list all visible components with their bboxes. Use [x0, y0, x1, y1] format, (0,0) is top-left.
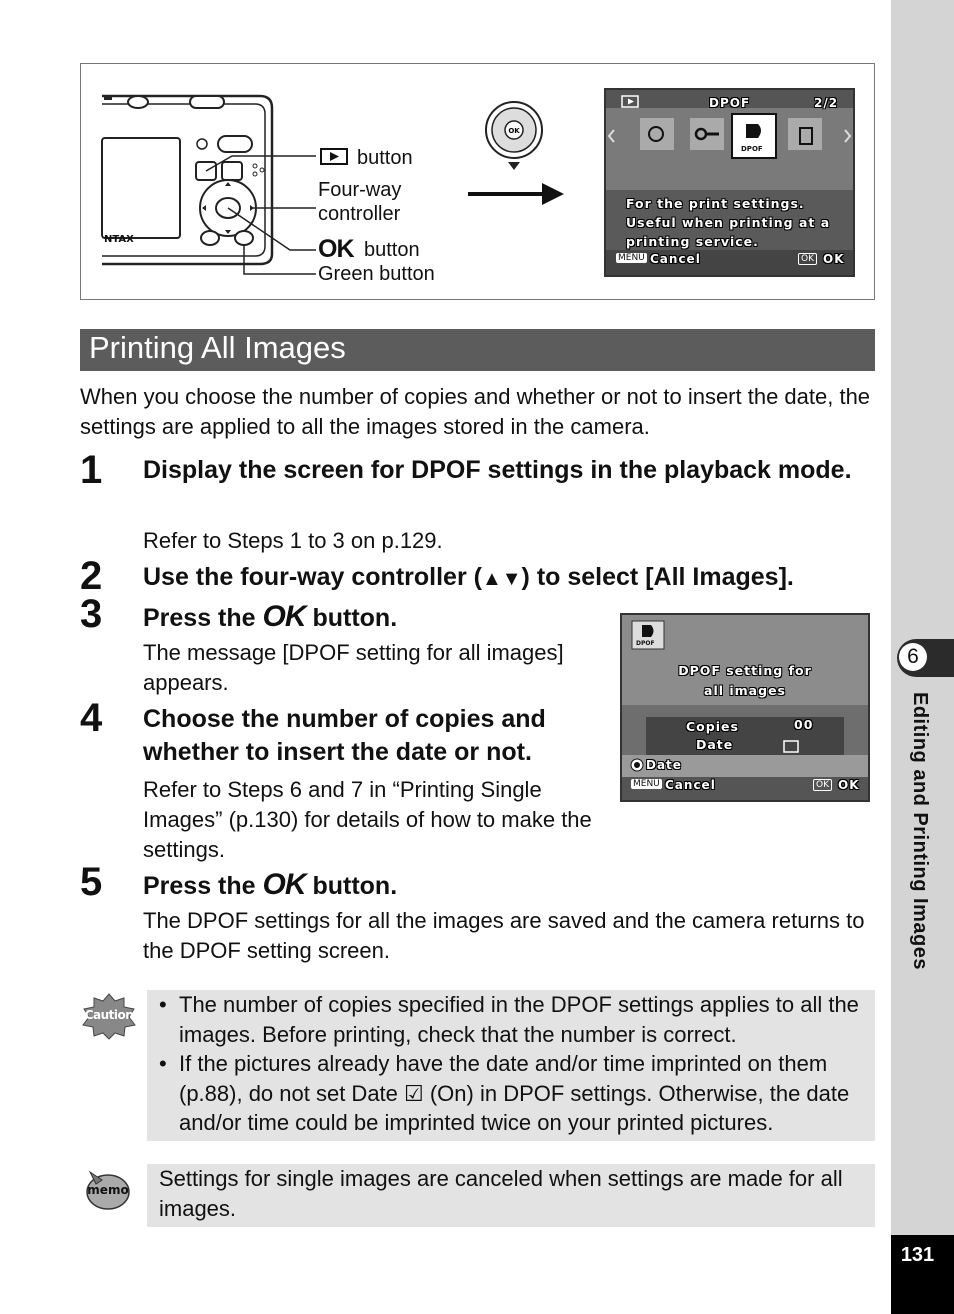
ok-icon: OK [262, 600, 306, 633]
step-1-number: 1 [80, 448, 103, 492]
green-button-label: Green button [318, 263, 435, 285]
lcd2-message: DPOF setting for all images [678, 663, 812, 698]
lcd2-ok-key: OK [813, 779, 832, 791]
lcd1-ok-key: OK [798, 253, 817, 265]
lcd1-icon-caption: DPOF [741, 145, 763, 153]
caution-bullet-1-marker: • [159, 992, 167, 1017]
step-4-description: Refer to Steps 6 and 7 in “Printing Single Images” (p.130) for details of how to make the settings. [143, 777, 592, 862]
svg-text:OK: OK [508, 127, 520, 135]
lcd1-cancel: Cancel [650, 252, 701, 266]
step-4-number: 4 [80, 696, 103, 740]
lcd1-ok: OK [823, 252, 845, 266]
up-down-arrows-icon: ▲▼ [481, 568, 522, 590]
camera-brand: NTAX [104, 234, 134, 245]
chapter-title: Editing and Printing Images [909, 692, 931, 970]
playback-button-label: button [357, 147, 413, 169]
playback-icon [320, 148, 350, 166]
lcd2-copies-value[interactable]: 00 [794, 717, 814, 732]
lcd1-message: For the print settings. Useful when printing at a printing service. [626, 196, 831, 249]
step-1-title: Display the screen for DPOF settings in the playback mode. [143, 456, 852, 484]
caution-bullet-2-marker: • [159, 1051, 167, 1076]
caution-bullet-1: The number of copies specified in the DPOF settings applies to all the images. Before printing, check that the number is correct. [179, 992, 859, 1047]
step-5-description: The DPOF settings for all the images are saved and the camera returns to the DPOF setting screen. [143, 908, 865, 963]
step-2-title: Use the four-way controller (▲▼) to select [All Images]. [143, 563, 794, 591]
ok-glyph: OK [318, 235, 354, 263]
section-title: Printing All Images [89, 330, 346, 365]
four-way-controller-label: Four-way controller [318, 179, 402, 225]
lcd2-cancel: Cancel [665, 778, 716, 792]
lcd2-ok: OK [838, 778, 860, 792]
chapter-number: 6 [899, 643, 927, 671]
lcd2-date-label: Date [696, 737, 734, 752]
memo-text: Settings for single images are canceled when settings are made for all images. [159, 1166, 843, 1221]
step-3-title: Press the OK button. [143, 600, 398, 633]
dpof-screen-1 [604, 88, 855, 277]
ok-button-label: button [364, 239, 420, 261]
step-3-description: The message [DPOF setting for all images] appears. [143, 640, 564, 695]
right-arrow-icon [468, 180, 568, 210]
lcd2-menu-key: MENU [633, 779, 660, 789]
step-1-description: Refer to Steps 1 to 3 on p.129. [143, 528, 443, 553]
ok-icon: OK [262, 868, 306, 901]
four-way-controller-icon [484, 100, 546, 172]
lcd1-page: 2/2 [814, 96, 839, 110]
step-5-title: Press the OK button. [143, 868, 398, 901]
memo-icon-label: memo [87, 1183, 129, 1197]
caution-bullet-2: If the pictures already have the date and/or time imprinted on them (p.88), do not set Date ☑ (On) in DPOF settings. Otherwise, the date and/or time could be imprinted twice on your printed pictures. [179, 1051, 850, 1135]
dpof-all-images-screen [620, 613, 870, 802]
step-5-number: 5 [80, 860, 103, 904]
caution-icon-label: Caution [84, 1008, 134, 1022]
lcd2-date-key: Date [646, 758, 682, 772]
step-4-title: Choose the number of copies and whether to insert the date or not. [143, 705, 546, 766]
camera-illustration [100, 86, 480, 286]
lcd1-menu-key: MENU [618, 253, 645, 263]
lcd1-title: DPOF [709, 96, 751, 110]
lcd2-icon-caption: DPOF [636, 640, 655, 647]
lcd2-copies-label: Copies [686, 719, 739, 734]
step-3-number: 3 [80, 592, 103, 636]
intro-paragraph: When you choose the number of copies and whether or not to insert the date, the settings are applied to all the images stored in the camera. [80, 384, 871, 439]
page-number: 131 [900, 1244, 935, 1266]
step-2-number: 2 [80, 554, 103, 598]
